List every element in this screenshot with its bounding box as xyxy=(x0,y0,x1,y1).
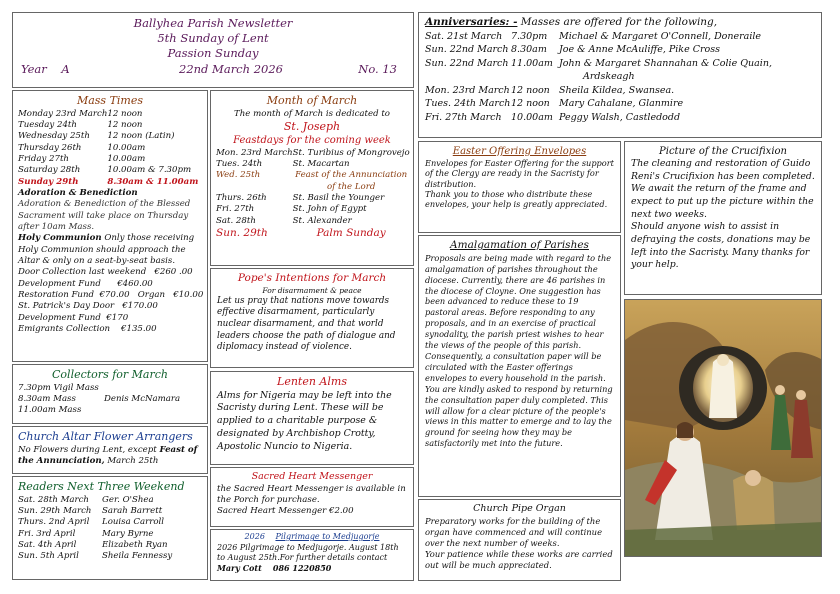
anniversaries-title: Anniversaries: - xyxy=(425,16,518,28)
anniversaries-table xyxy=(425,30,772,124)
mass-times-table xyxy=(18,109,198,188)
jesus-hair xyxy=(677,422,693,438)
mass-times-box xyxy=(12,90,208,362)
mass-row: Tuesday 24th 12 noon xyxy=(18,119,143,130)
feastdays-title: Feastdays for the coming week xyxy=(233,135,391,147)
reader-row: Sat. 28th March Ger. O'Shea xyxy=(18,494,154,505)
feastdays-table xyxy=(216,148,410,241)
feast-row: Mon. 23rd March St. Turibius of Mongrovejo xyxy=(216,147,410,158)
month-saint: St. Joseph xyxy=(283,119,341,133)
medjugorje-box xyxy=(210,529,414,581)
crucifixion-box xyxy=(624,141,822,295)
amalgamation-box xyxy=(418,235,621,497)
readers-title: Readers Next Three Weekend xyxy=(18,480,185,493)
mass-row: Monday 23rd March 12 noon xyxy=(18,108,143,119)
feast-row: Tues. 24th St. Macartan xyxy=(216,158,350,169)
crucifixion-title: Picture of the Crucifixion xyxy=(659,146,787,157)
communion-label: Holy Communion xyxy=(18,233,102,244)
painting-svg xyxy=(625,300,822,557)
organ-box xyxy=(418,499,621,581)
medjugorje-year: 2026 xyxy=(244,532,265,541)
anniversary-row: Sun. 22nd March 11.00am John & Margaret Shannahan & Colie Quain, xyxy=(425,57,772,69)
mary-head xyxy=(745,470,761,486)
sunday-title: 5th Sunday of Lent xyxy=(157,31,269,46)
collector-row: 11.00am Mass xyxy=(18,405,82,416)
medjugorje-heading xyxy=(217,532,407,543)
collection-line: Restoration Fund €70.00 Organ €10.00 xyxy=(18,290,204,301)
communion-text: Only those receiving Holy Communion should approach the Altar & only on a seat-by-seat basis. xyxy=(18,233,195,266)
pope-text: Let us pray that nations move towards effective disarmament, particularly nuclear disarmament, and that world leaders choose the path of dialogue and diplomacy instead of violence. xyxy=(217,295,396,353)
collection-line: St. Patrick's Day Door €170.00 xyxy=(18,301,158,312)
feast-row: Wed. 25th Feast of the Annunciation of the Lord xyxy=(216,170,408,192)
anniversaries-box xyxy=(418,12,822,138)
feast-row: Sat. 28th St. Alexander xyxy=(216,215,352,226)
feast-row: Fri. 27th St. John of Egypt xyxy=(216,204,367,215)
resurrection-painting xyxy=(624,299,822,557)
reader-row: Sun. 29th March Sarah Barrett xyxy=(18,505,163,516)
easter-title: Easter Offering Envelopes xyxy=(452,146,587,157)
collection-line: Development Fund €460.00 xyxy=(18,278,153,289)
crucifixion-text-2: Should anyone wish to assist in defraying the costs, donations may be left into the Sacristy. Many thanks for your help. xyxy=(631,221,811,271)
reader-row: Fri. 3rd April Mary Byrne xyxy=(18,528,154,539)
sacred-heart-price: Sacred Heart Messenger €2.00 xyxy=(217,506,354,517)
collection-line: Development Fund €170 xyxy=(18,312,129,323)
organ-text-1: Preparatory works for the building of the organ have commenced and will continue over the next number of weeks. xyxy=(425,515,603,548)
month-dedication: The month of March is dedicated to xyxy=(234,108,390,119)
feast-row-sunday: Sun. 29th Palm Sunday xyxy=(216,226,386,239)
mass-row-sunday: Sunday 29th 8.30am & 11.00am xyxy=(18,176,199,187)
mass-row: Thursday 26th 10.00am xyxy=(18,142,146,153)
easter-offering-box xyxy=(418,141,621,233)
month-title: Month of March xyxy=(266,94,358,107)
sacred-heart-text: the Sacred Heart Messenger is available in the Porch for purchase. xyxy=(217,483,406,505)
anniversary-row: Ardskeagh xyxy=(583,71,635,83)
adoration-text: Adoration & Benediction of the Blessed Sacrament will take place on Thursday after 10am Mass. xyxy=(18,199,191,232)
adoration-heading: Adoration & Benediction xyxy=(18,187,138,198)
organ-text-2: Your patience while these works are carried out will be much appreciated. xyxy=(425,548,613,570)
amalgamation-title: Amalgamation of Parishes xyxy=(450,239,589,251)
mass-times-title: Mass Times xyxy=(76,94,144,107)
reader-row: Sat. 4th April Elizabeth Ryan xyxy=(18,539,168,550)
medjugorje-text: 2026 Pilgrimage to Medjugorje. August 18th to August 25th.For further details contact xyxy=(217,542,399,562)
flowers-text: No Flowers during Lent, except Feast of the Annunciation, March 25th xyxy=(18,444,198,466)
amalgamation-text: Proposals are being made with regard to the amalgamation of parishes throughout the diocese. Currently, there are 46 parishes in the diocese of Cloyne. One suggestion has been advanced to reduce these to 19 pastoral areas. Before responding to any proposals, and in an exercise of practical synodality, the parish priest wishes to hear the views of the people of this parish. Consequently, a consultation paper will be circulated with the Easter offerings envelopes to every household in the parish. You are kindly asked to respond by returning the consultation paper duly completed. This will allow for a clear picture of the people's views in this matter to emerge and to lay the ground for seeing how they may be satisfactorily met into the future. xyxy=(425,252,613,449)
lenten-alms-box xyxy=(210,371,414,465)
anniversary-row: Mon. 23rd March 12 noon Sheila Kildea, Swansea. xyxy=(425,84,675,96)
collector-name: Denis McNamara xyxy=(104,393,181,404)
mass-row: Saturday 28th 10.00am & 7.30pm xyxy=(18,165,192,176)
anniversary-row: Tues. 24th March 12 noon Mary Cahalane, Glanmire xyxy=(425,98,684,110)
angel-figure xyxy=(709,357,737,418)
pope-subtitle: For disarmament & peace xyxy=(262,285,362,295)
collector-row: 7.30pm Vigil Mass xyxy=(18,382,99,393)
anniversary-row: Fri. 27th March 10.00am Peggy Walsh, Castledodd xyxy=(425,111,681,123)
medjugorje-title: Pilgrimage to Medjugorje xyxy=(275,532,380,541)
reader-row: Sun. 5th April Sheila Fennessy xyxy=(18,551,173,562)
collector-row: 8.30am Mass Denis McNamara xyxy=(18,393,181,404)
organ-title: Church Pipe Organ xyxy=(473,503,566,514)
month-of-march-box xyxy=(210,90,414,266)
lenten-title: Lenten Alms xyxy=(277,375,347,388)
easter-text-1: Envelopes for Easter Offering for the support of the Clergy are ready in the Sacristy for distribution. xyxy=(425,158,614,189)
angel-head xyxy=(717,354,729,366)
flowers-box xyxy=(12,426,208,474)
mass-row: Wednesday 25th 12 noon (Latin) xyxy=(18,131,175,142)
communion-note xyxy=(18,233,202,267)
readers-table xyxy=(18,495,172,563)
reader-row: Thurs. 2nd April Louisa Carroll xyxy=(18,517,165,528)
flowers-title: Church Altar Flower Arrangers xyxy=(18,430,193,443)
sacred-heart-title: Sacred Heart Messenger xyxy=(251,471,373,482)
collectors-box xyxy=(12,364,208,424)
collectors-title: Collectors for March xyxy=(52,368,168,381)
anniversaries-header xyxy=(425,16,815,30)
readers-box xyxy=(12,476,208,580)
sunday-subtitle: Passion Sunday xyxy=(167,46,259,61)
newsletter-date: 22nd March 2026 xyxy=(179,61,283,76)
crucifixion-text-1: The cleaning and restoration of Guido Reni's Crucifixion has been completed. We await the return of the frame and expect to put up the picture within the next two weeks. xyxy=(631,158,815,220)
woman-head-1 xyxy=(775,385,785,395)
anniversary-row: Sat. 21st March 7.30pm Michael & Margaret O'Connell, Doneraile xyxy=(425,30,762,42)
anniversaries-intro: Masses are offered for the following, xyxy=(520,16,718,28)
medjugorje-contact: Mary Cott 086 1220850 xyxy=(217,562,332,573)
feast-row: Thurs. 26th St. Basil the Younger xyxy=(216,192,385,203)
anniversary-row: Sun. 22nd March 8.30am Joe & Anne McAuliffe, Pike Cross xyxy=(425,44,720,56)
collection-line: Emigrants Collection €135.00 xyxy=(18,324,157,335)
liturgical-year: Year A xyxy=(21,61,70,76)
newsletter-title: Ballyhea Parish Newsletter xyxy=(133,16,293,30)
header-box xyxy=(12,12,414,88)
collection-line: Door Collection last weekend €260 .00 xyxy=(18,267,193,278)
easter-text-2: Thank you to those who distribute these envelopes, your help is greatly appreciated. xyxy=(425,188,608,210)
sacred-heart-box xyxy=(210,467,414,527)
mass-row: Friday 27th 10.00am xyxy=(18,153,146,164)
woman-head-2 xyxy=(796,390,806,400)
pope-intentions-box xyxy=(210,268,414,368)
newsletter-number: No. 13 xyxy=(358,61,397,76)
pope-title: Pope's Intentions for March xyxy=(237,272,387,284)
lenten-text: Alms for Nigeria may be left into the Sacristy during Lent. These will be applied to a charitable purpose & designated by Archbishop Crotty, Apostolic Nuncio to Nigeria. xyxy=(217,389,392,452)
